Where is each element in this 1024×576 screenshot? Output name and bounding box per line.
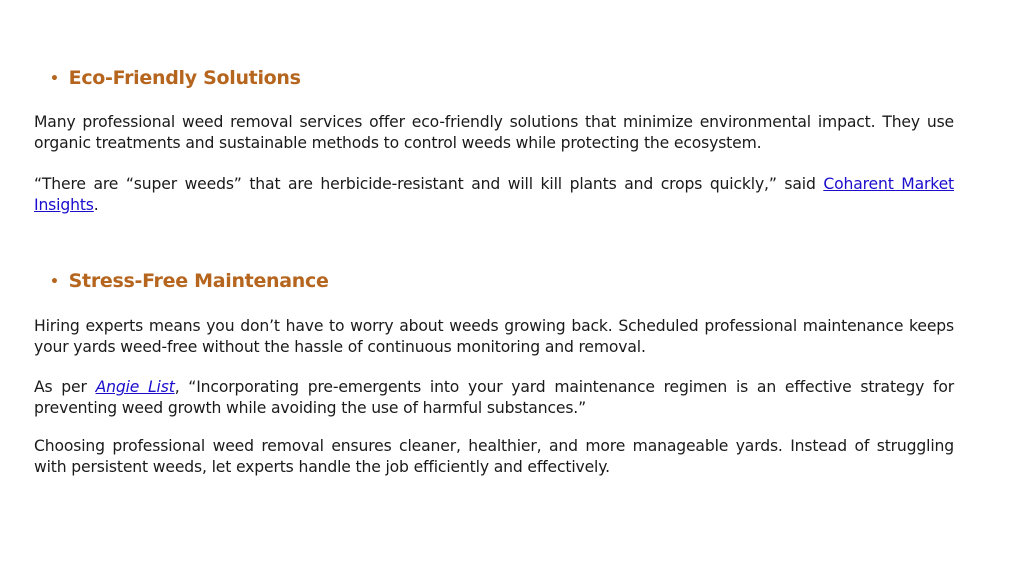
quote-prefix: As per bbox=[34, 378, 96, 396]
heading-text: Eco-Friendly Solutions bbox=[68, 67, 301, 89]
heading-text: Stress-Free Maintenance bbox=[68, 270, 329, 292]
bullet-icon: • bbox=[50, 273, 59, 290]
coharent-market-insights-link[interactable]: Coharent Market Insights bbox=[34, 175, 954, 214]
closing-paragraph: Choosing professional weed removal ensures cleaner, healthier, and more manageable yards. Instead of struggling with persistent weeds, let experts handle the job efficiently and effectively. bbox=[34, 437, 954, 476]
section-heading-stress-free bbox=[50, 272, 329, 291]
quote-text: , “Incorporating pre-emergents into your yard maintenance regimen is an effective strategy for preventing weed growth while avoiding the use of harmful substances.” bbox=[34, 378, 955, 417]
eco-friendly-quote bbox=[34, 174, 954, 216]
angie-list-link[interactable]: Angie List bbox=[95, 378, 175, 396]
quote-end: . bbox=[93, 196, 99, 214]
section-heading-eco-friendly bbox=[50, 69, 301, 88]
quote-text: “There are “super weeds” that are herbicide-resistant and will kill plants and crops quickly,” said bbox=[34, 175, 824, 193]
eco-friendly-paragraph: Many professional weed removal services offer eco-friendly solutions that minimize environmental impact. They use organic treatments and sustainable methods to control weeds while protecting the ecosystem. bbox=[34, 113, 954, 152]
stress-free-paragraph: Hiring experts means you don’t have to worry about weeds growing back. Scheduled professional maintenance keeps your yards weed-free without the hassle of continuous monitoring and removal. bbox=[34, 317, 954, 356]
angie-list-quote bbox=[34, 377, 954, 419]
bullet-icon: • bbox=[50, 70, 59, 87]
